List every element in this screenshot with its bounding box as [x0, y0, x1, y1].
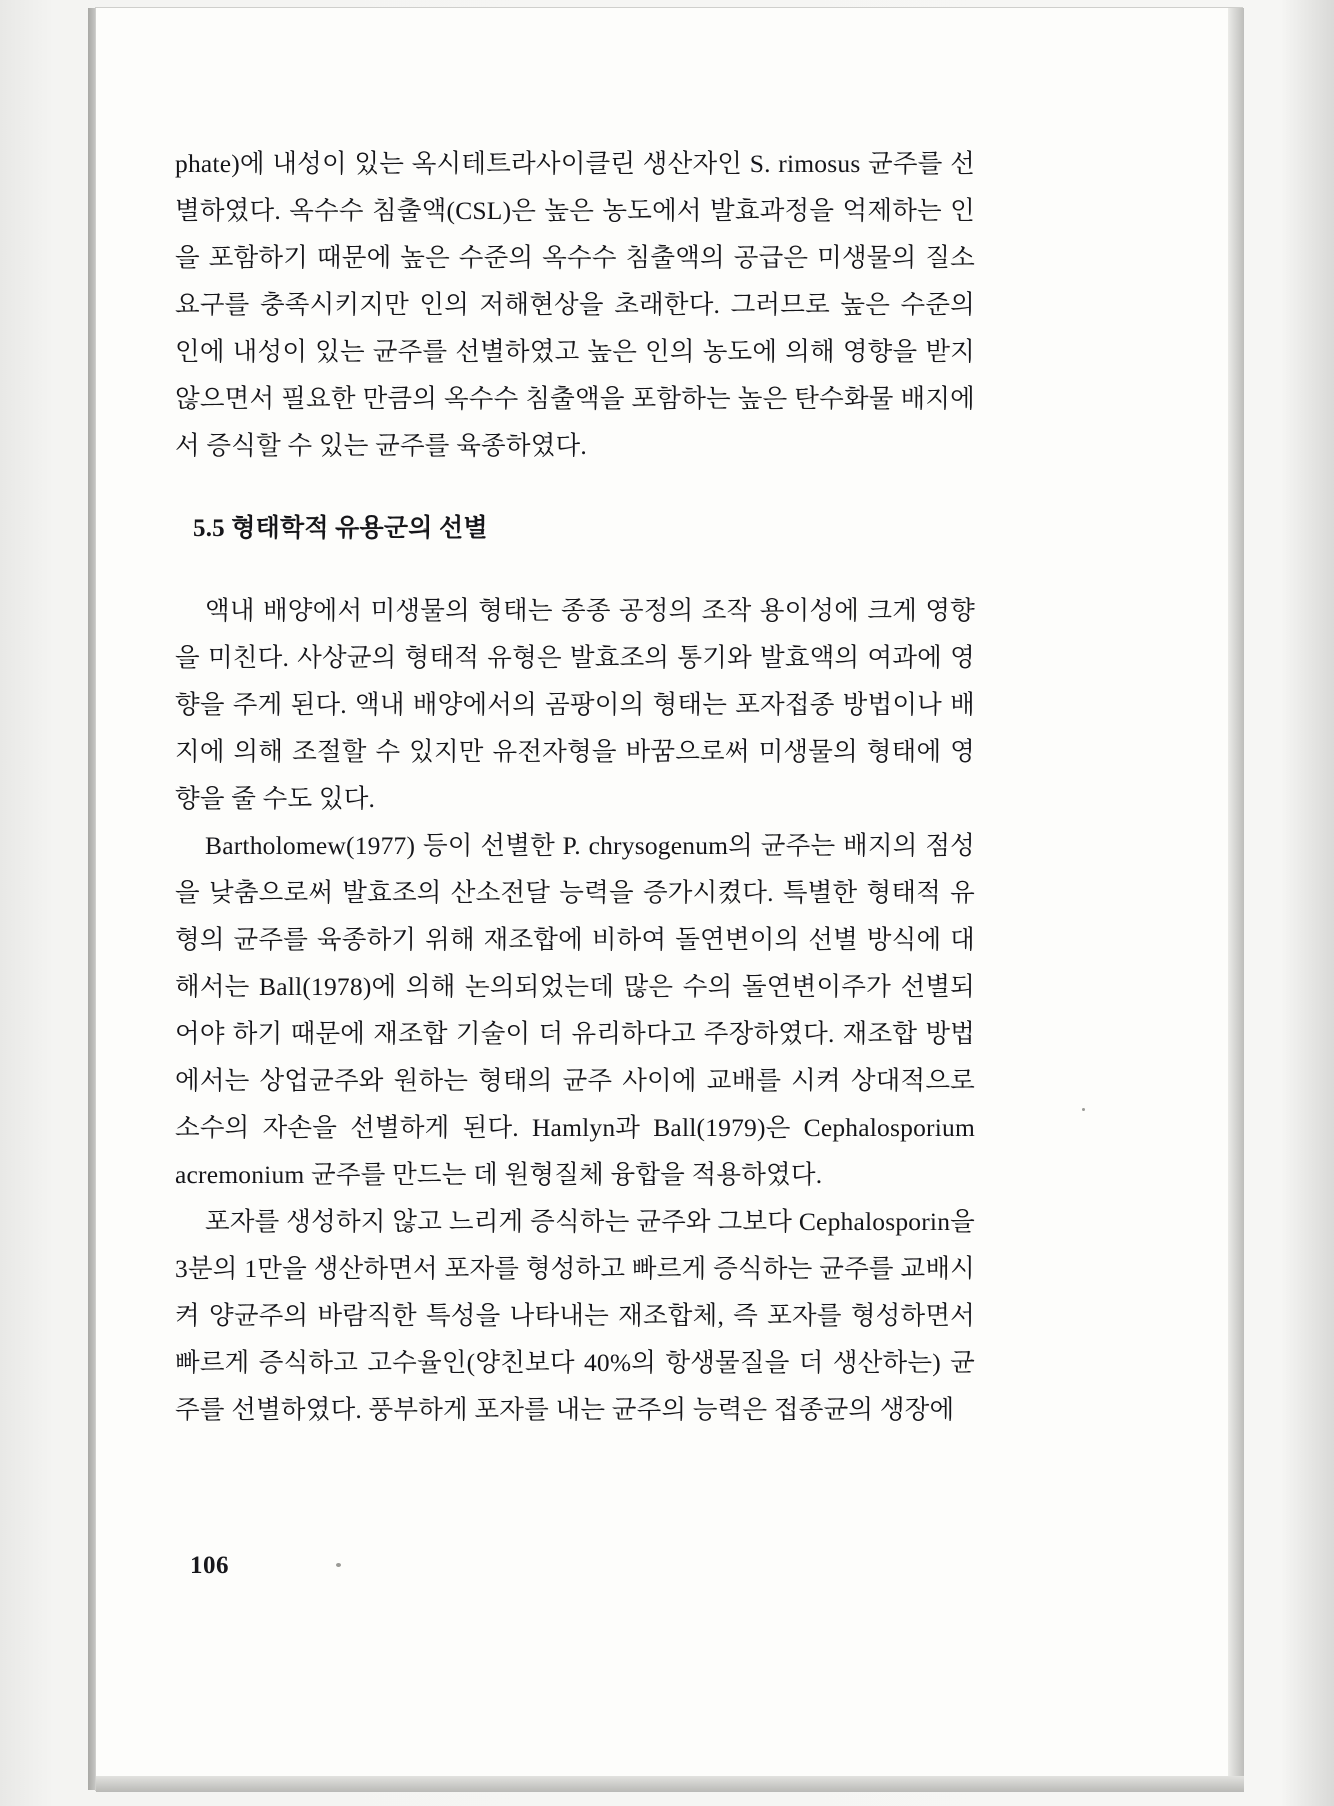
scan-artifact-speck — [1082, 1108, 1085, 1111]
page-number: 106 — [190, 1552, 229, 1579]
scan-artifact-speck — [336, 1563, 341, 1567]
paragraph-continuation: phate)에 내성이 있는 옥시테트라사이클린 생산자인 S. rimosus 균주를 선별하였다. 옥수수 침출액(CSL)은 높은 농도에서 발효과정을 억제하는 인을 포함하기 때문에 높은 수준의 옥수수 침출액의 공급은 미생물의 질소 요구를 충족시키지만 인의 저해현상을 초래한다. 그러므로 높은 수준의 인에 내성이 있는 균주를 선별하였고 높은 인의 농도에 의해 영향을 받지 않으면서 필요한 만큼의 옥수수 침출액을 포함하는 높은 탄수화물 배지에서 증식할 수 있는 균주를 육종하였다. — [175, 149, 975, 460]
section-heading: 5.5 형태학적 유용군의 선별 — [193, 515, 488, 542]
page-edge-shadow-right — [1228, 8, 1244, 1790]
paragraph-cephalosporin: 포자를 생성하지 않고 느리게 증식하는 균주와 그보다 Cephalosporin을 3분의 1만을 생산하면서 포자를 형성하고 빠르게 증식하는 균주를 교배시켜 양균주의 바람직한 특성을 나타내는 재조합체, 즉 포자를 형성하면서 빠르게 증식하고 고수율인(양친보다 40%의 항생물질을 더 생산하는) 균주를 선별하였다. 풍부하게 포자를 내는 균주의 능력은 접종균의 생장에 — [175, 1207, 975, 1424]
paragraph-bartholomew: Bartholomew(1977) 등이 선별한 P. chrysogenum의 균주는 배지의 점성을 낮춤으로써 발효조의 산소전달 능력을 증가시켰다. 특별한 형태적 유형의 균주를 육종하기 위해 재조합에 비하여 돌연변이의 선별 방식에 대해서는 Ball(1978)에 의해 논의되었는데 많은 수의 돌연변이주가 선별되어야 하기 때문에 재조합 기술이 더 유리하다고 주장하였다. 재조합 방법에서는 상업균주와 원하는 형태의 균주 사이에 교배를 시켜 상대적으로 소수의 자손을 선별하게 된다. Hamlyn과 Ball(1979)은 Cephalosporium acremonium 균주를 만드는 데 원형질체 융합을 적용하였다. — [175, 831, 975, 1189]
paragraph-morphology-intro: 액내 배양에서 미생물의 형태는 종종 공정의 조작 용이성에 크게 영향을 미친다. 사상균의 형태적 유형은 발효조의 통기와 발효액의 여과에 영향을 주게 된다. 액내 배양에서의 곰팡이의 형태는 포자접종 방법이나 배지에 의해 조절할 수 있지만 유전자형을 바꿈으로써 미생물의 형태에 영향을 줄 수도 있다. — [175, 596, 975, 813]
page-text-column — [175, 140, 975, 1433]
page-edge-shadow-bottom — [96, 1776, 1244, 1792]
